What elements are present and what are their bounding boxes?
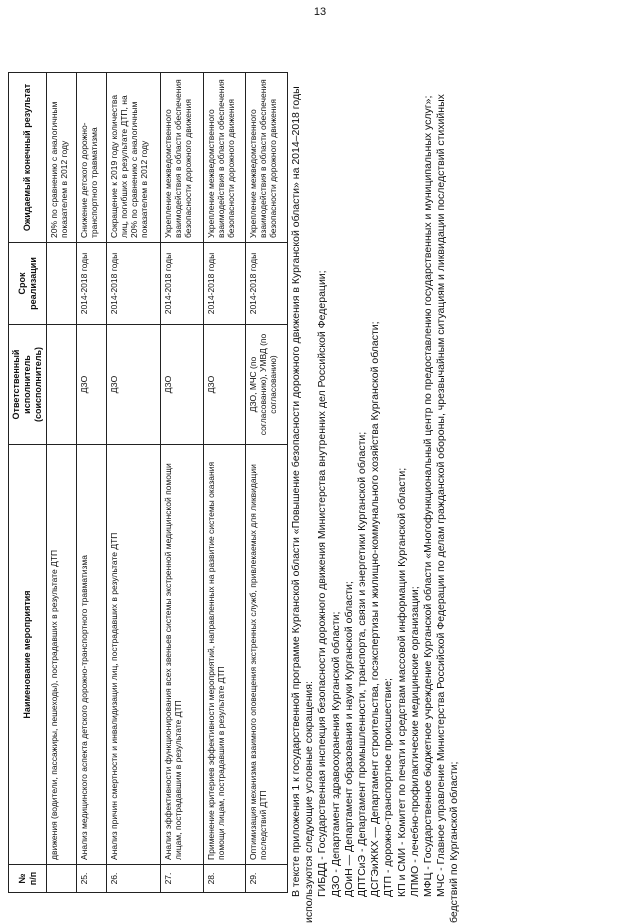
row-name: Анализ причин смертности и инвалидизации лиц, пострадавших в результате ДТП bbox=[107, 445, 161, 865]
header-term: Срок реализации bbox=[9, 243, 47, 325]
row-term bbox=[47, 243, 77, 325]
row-term: 2014-2018 годы bbox=[107, 243, 161, 325]
abbreviation-line: ДЗО - Департамент здравоохранения Курганской области; bbox=[329, 611, 342, 897]
header-num: № п/п bbox=[9, 865, 47, 893]
row-executor: ДЗО bbox=[77, 325, 107, 445]
row-term: 2014-2018 годы bbox=[245, 243, 287, 325]
row-executor: ДЗО bbox=[161, 325, 203, 445]
row-executor: ДЗО, МЧС (по согласованию), УМВД (по согласованию) bbox=[245, 325, 287, 445]
row-name: Оптимизация механизма взаимного оповещения экстренных служб, привлекаемых для ликвидации последствий ДТП bbox=[245, 445, 287, 865]
rotated-page-content bbox=[8, 33, 632, 923]
row-executor bbox=[47, 325, 77, 445]
abbreviation-line: МЧС - Главное управление Министерства Российской Федерации по делам гражданской обороны, чрезвычайным ситуациям и ликвидации последствий стихийных бедствий по Курганской области; bbox=[435, 94, 461, 923]
row-executor: ДЗО bbox=[107, 325, 161, 445]
abbreviation-line: ГИБДД - Государственная инспекция безопасности дорожного движения Министерства внутренних дел Российской Федерации; bbox=[316, 270, 329, 897]
header-result: Ожидаемый конечный результат bbox=[9, 73, 47, 243]
row-result: Укрепление межведомственного взаимодействия в области обеспечения безопасности дорожного движения bbox=[203, 73, 245, 243]
row-num: 27. bbox=[161, 865, 203, 893]
row-result: Укрепление межведомственного взаимодействия в области обеспечения безопасности дорожного движения bbox=[245, 73, 287, 243]
row-num: 25. bbox=[77, 865, 107, 893]
table-row bbox=[203, 73, 245, 893]
row-num: 26. bbox=[107, 865, 161, 893]
abbreviation-line: ЛПМО - лечебно-профилактические медицинские организации; bbox=[408, 586, 421, 897]
header-executor: Ответственный исполнитель (соисполнитель) bbox=[9, 325, 47, 445]
table-row bbox=[245, 73, 287, 893]
abbreviation-line: ДПТСиЭ - Департамент промышленности, транспорта, связи и энергетики Курганской области; bbox=[356, 431, 369, 897]
table-row bbox=[107, 73, 161, 893]
abbreviation-line: КП и СМИ - Комитет по печати и средствам массовой информации Курганской области; bbox=[395, 467, 408, 897]
row-term: 2014-2018 годы bbox=[161, 243, 203, 325]
row-executor: ДЗО bbox=[203, 325, 245, 445]
abbreviation-line: ДОиН — Департамент образования и науки Курганской области; bbox=[342, 581, 355, 897]
row-result: 20% по сравнению с аналогичным показателем в 2012 году bbox=[47, 73, 77, 243]
abbreviations-notes bbox=[290, 63, 462, 923]
row-name: движения (водители, пассажиры, пешеходы), пострадавших в результате ДТП bbox=[47, 445, 77, 865]
row-result: Сокращение к 2019 году количества лиц, погибших в результате ДТП, на 20% по сравнению с аналогичным показателем в 2012 году bbox=[107, 73, 161, 243]
abbreviation-line: МФЦ - Государственное бюджетное учреждение Курганской области «Многофункциональный центр по предоставлению государственных и муниципальных услуг»; bbox=[422, 95, 435, 897]
row-term: 2014-2018 годы bbox=[77, 243, 107, 325]
notes-intro: В тексте приложения 1 к государственной программе Курганской области «Повышение безопасности дорожного движения в Курганской области» на 2014–2018 годы используются следующие условные сокращения: bbox=[290, 86, 316, 923]
row-name: Применение критериев эффективности мероприятий, направленных на развитие системы оказания помощи лицам, пострадавшим в результате ДТП bbox=[203, 445, 245, 865]
row-name: Анализ эффективности функционирования всех звеньев системы экстренной медицинской помощи лицам, пострадавшим в результате ДТП bbox=[161, 445, 203, 865]
table-row bbox=[47, 73, 77, 893]
row-term: 2014-2018 годы bbox=[203, 243, 245, 325]
row-num: 28. bbox=[203, 865, 245, 893]
abbreviation-line: ДТП - дорожно-транспортное происшествие; bbox=[382, 678, 395, 897]
measures-table bbox=[8, 72, 288, 893]
table-row bbox=[77, 73, 107, 893]
row-name: Анализ медицинского аспекта детского дорожно-транспортного травматизма bbox=[77, 445, 107, 865]
row-result: Укрепление межведомственного взаимодействия в области обеспечения безопасности дорожного движения bbox=[161, 73, 203, 243]
table-row bbox=[161, 73, 203, 893]
abbreviation-line: ДСГЭиЖКХ — Департамент строительства, госэкспертизы и жилищно-коммунального хозяйства Курганской области; bbox=[369, 321, 382, 897]
header-name: Наименование мероприятия bbox=[9, 445, 47, 865]
row-num: 29. bbox=[245, 865, 287, 893]
row-num bbox=[47, 865, 77, 893]
page-number: 13 bbox=[313, 6, 327, 18]
table-header-row bbox=[9, 73, 47, 893]
row-result: Снижение детского дорожно-транспортного травматизма bbox=[77, 73, 107, 243]
